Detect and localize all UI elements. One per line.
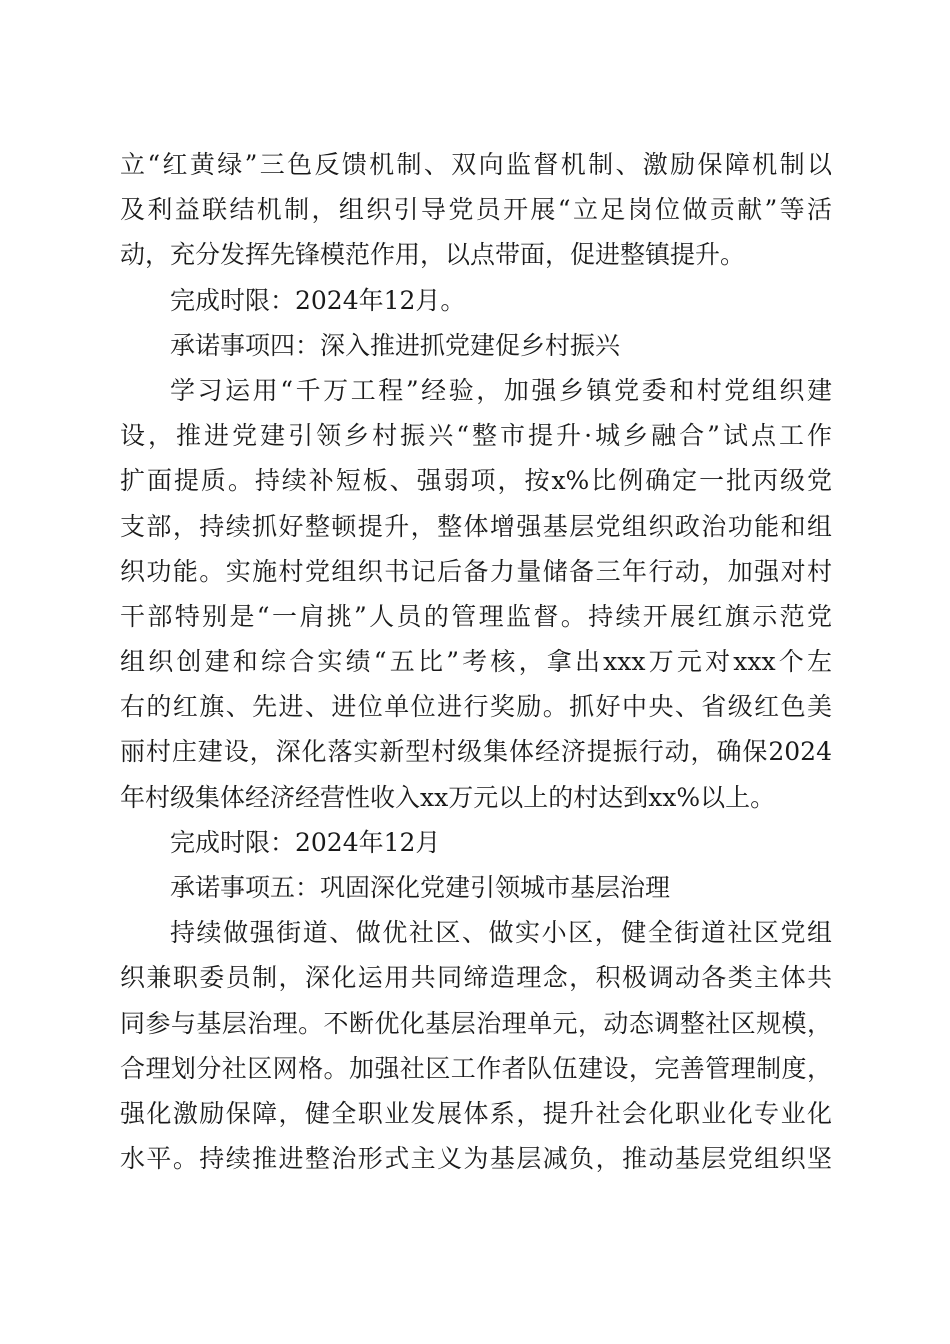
text-line: 学习运用“千万工程”经验，加强乡镇党委和村党组织建: [170, 375, 832, 405]
text-line: 承诺事项四：深入推进抓党建促乡村振兴: [170, 330, 621, 360]
text-line: 干部特别是“一肩挑”人员的管理监督。持续开展红旗示范党: [120, 601, 832, 631]
text-line: 完成时限：2024年12月。: [170, 285, 466, 315]
text-line: 丽村庄建设，深化落实新型村级集体经济提振行动，确保2024: [120, 737, 832, 767]
text-line: 织兼职委员制，深化运用共同缔造理念，积极调动各类主体共: [120, 963, 832, 993]
text-line: 完成时限：2024年12月: [170, 827, 441, 857]
text-line: 年村级集体经济经营性收入xx万元以上的村达到xx%以上。: [120, 782, 776, 812]
document-body: [120, 142, 832, 1181]
text-line: 水平。持续推进整治形式主义为基层减负，推动基层党组织坚: [120, 1144, 832, 1174]
text-line: 右的红旗、先进、进位单位进行奖励。抓好中央、省级红色美: [120, 692, 832, 722]
text-line: 扩面提质。持续补短板、强弱项，按x%比例确定一批丙级党: [120, 466, 832, 496]
text-line: 强化激励保障，健全职业发展体系，提升社会化职业化专业化: [120, 1098, 832, 1128]
text-line: 持续做强街道、做优社区、做实小区，健全街道社区党组: [170, 918, 832, 948]
text-line: 同参与基层治理。不断优化基层治理单元，动态调整社区规模，: [120, 1008, 832, 1038]
text-line: 及利益联结机制，组织引导党员开展“立足岗位做贡献”等活: [120, 195, 832, 225]
text-line: 动，充分发挥先锋模范作用，以点带面，促进整镇提升。: [120, 240, 746, 270]
text-line: 承诺事项五：巩固深化党建引领城市基层治理: [170, 873, 671, 902]
text-line: 合理划分社区网格。加强社区工作者队伍建设，完善管理制度，: [120, 1053, 832, 1083]
text-line: 支部，持续抓好整顿提升，整体增强基层党组织政治功能和组: [120, 511, 832, 541]
text-line: 立“红黄绿”三色反馈机制、双向监督机制、激励保障机制以: [120, 150, 832, 179]
text-line: 设，推进党建引领乡村振兴“整市提升·城乡融合”试点工作: [120, 421, 832, 451]
text-line: 织功能。实施村党组织书记后备力量储备三年行动，加强对村: [120, 556, 832, 586]
text-line: 组织创建和综合实绩“五比”考核，拿出xxx万元对xxx个左: [120, 647, 832, 677]
